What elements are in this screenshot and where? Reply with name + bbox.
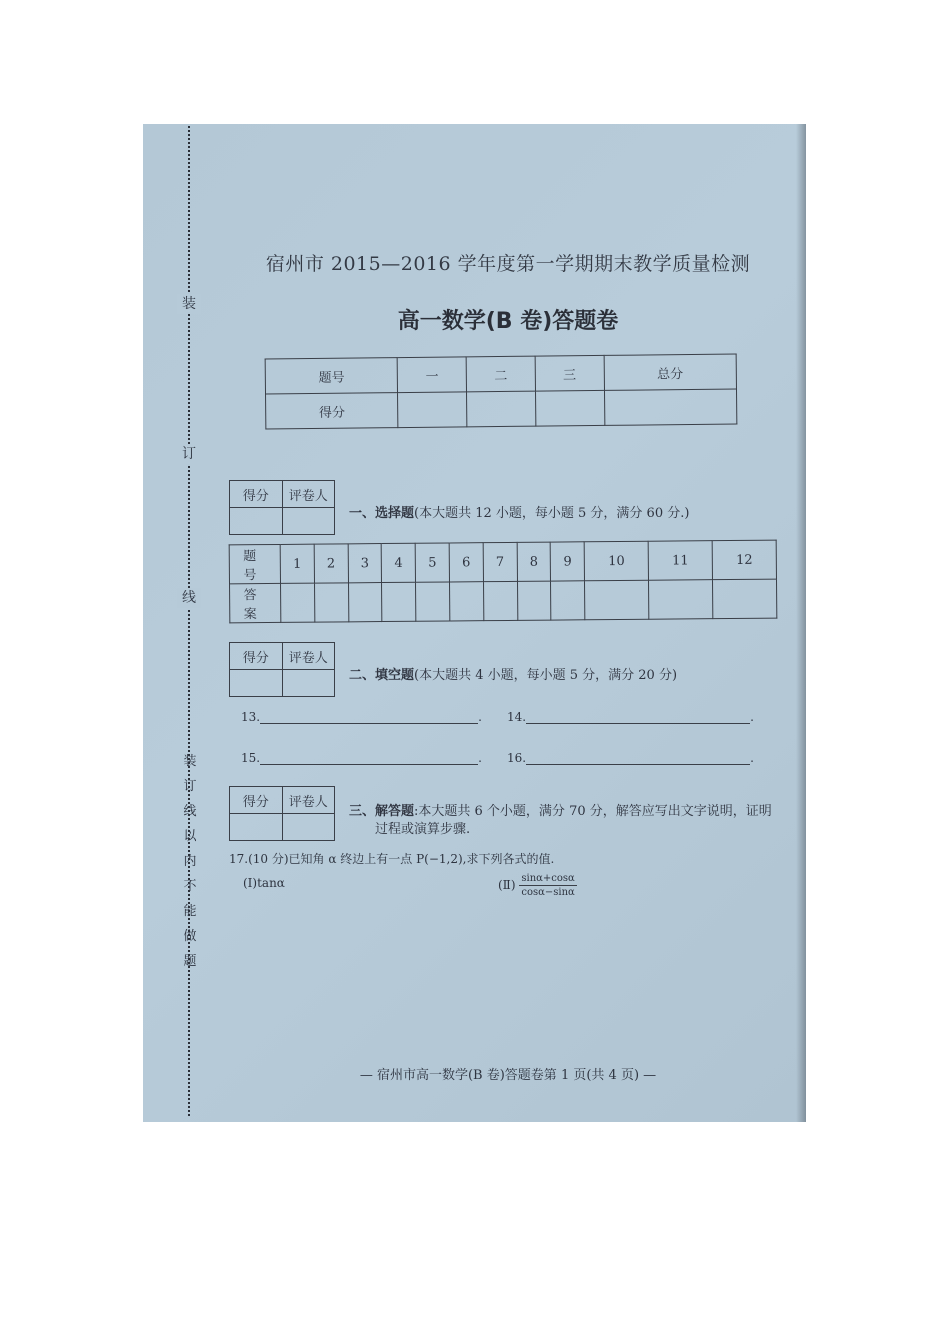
score-table-header: 题号 — [265, 358, 398, 394]
score-cell[interactable] — [398, 392, 467, 428]
question-number: 8 — [517, 542, 551, 581]
blank-line[interactable] — [526, 752, 750, 765]
grader-box-section3 — [229, 786, 335, 841]
blank-line[interactable] — [260, 752, 478, 765]
warning-char: 订 — [183, 779, 197, 794]
blank-line[interactable] — [260, 711, 478, 724]
grader-name-label: 评卷人 — [282, 643, 335, 670]
warning-char: 能 — [183, 904, 197, 919]
grader-name-label: 评卷人 — [282, 787, 335, 814]
question17-part1: (Ⅰ)tanα — [243, 876, 285, 890]
question-number: 1 — [280, 544, 314, 583]
warning-char: 装 — [183, 754, 197, 769]
blank-16[interactable]: 16. . — [507, 751, 754, 765]
grader-score-label: 得分 — [230, 481, 283, 508]
answer-cell[interactable] — [551, 581, 585, 620]
answer-cell[interactable] — [281, 583, 315, 622]
blank-number: 13. — [241, 710, 261, 724]
warning-char: 线 — [183, 804, 197, 819]
grader-name-label: 评卷人 — [282, 481, 335, 508]
grader-name-cell[interactable] — [282, 508, 335, 535]
score-cell[interactable] — [604, 389, 737, 425]
score-table-header: 二 — [466, 356, 535, 392]
section2-heading — [349, 664, 677, 683]
score-cell[interactable] — [467, 391, 536, 427]
binding-char-xian: 线 — [177, 588, 201, 608]
answer-cell[interactable] — [649, 580, 713, 620]
binding-char-ding: 订 — [177, 444, 201, 464]
overall-score-table — [265, 354, 738, 430]
fraction-numerator: sinα+cosα — [521, 873, 575, 884]
blank-line[interactable] — [526, 711, 750, 724]
answer-cell[interactable] — [585, 580, 649, 620]
answer-cell[interactable] — [483, 581, 517, 620]
grader-score-cell[interactable] — [230, 814, 283, 841]
answer-cell[interactable] — [382, 582, 416, 621]
answer-cell[interactable] — [416, 582, 450, 621]
warning-char: 以 — [183, 829, 197, 844]
section1-title: 一、选择题 — [349, 506, 415, 521]
section1-heading — [349, 502, 689, 521]
score-row-label: 得分 — [266, 393, 399, 429]
question-number: 12 — [712, 540, 776, 580]
question17-part2 — [498, 872, 577, 899]
question-number: 3 — [348, 544, 382, 583]
score-table-header: 三 — [535, 355, 604, 391]
part2-fraction — [519, 872, 576, 899]
warning-char: 做 — [183, 929, 197, 944]
choice-answer-table — [229, 540, 778, 624]
section3-title: 三、解答题 — [349, 804, 415, 819]
score-table-header: 总分 — [604, 354, 737, 390]
question-number: 6 — [449, 543, 483, 582]
blank-number: 14. — [507, 710, 527, 724]
grader-score-label: 得分 — [230, 643, 283, 670]
warning-char: 题 — [183, 954, 197, 969]
answer-cell[interactable] — [348, 583, 382, 622]
blank-14[interactable]: 14. . — [507, 710, 754, 724]
grader-score-cell[interactable] — [230, 670, 283, 697]
answer-cell[interactable] — [712, 579, 776, 619]
page-edge-shadow — [796, 124, 806, 1122]
section3-heading — [349, 800, 772, 819]
question-number: 4 — [382, 543, 416, 582]
blank-13[interactable]: 13. . — [241, 710, 482, 724]
grader-name-cell[interactable] — [282, 814, 335, 841]
binding-char-zhuang: 装 — [177, 294, 201, 314]
answer-table-row-label: 答 案 — [230, 583, 281, 622]
exam-subtitle: 高一数学(B 卷)答题卷 — [397, 309, 619, 334]
section3-desc: :本大题共 6 个小题，满分 70 分，解答应写出文字说明，证明 — [414, 804, 772, 819]
question-number: 11 — [648, 541, 712, 581]
part2-label: (Ⅱ) — [498, 878, 516, 892]
blank-15[interactable]: 15. . — [241, 751, 482, 765]
warning-char: 不 — [183, 879, 197, 894]
grader-box-section2 — [229, 642, 335, 697]
warning-char: 内 — [183, 854, 197, 869]
answer-cell[interactable] — [314, 583, 348, 622]
section2-title: 二、填空题 — [349, 668, 415, 683]
question-number: 5 — [415, 543, 449, 582]
scanned-page — [143, 124, 806, 1122]
question-number: 7 — [483, 542, 517, 581]
grader-score-cell[interactable] — [230, 508, 283, 535]
page-footer: — 宿州市高一数学(B 卷)答题卷第 1 页(共 4 页) — — [359, 1068, 657, 1083]
blank-number: 15. — [241, 751, 261, 765]
question17-stem: 17.(10 分)已知角 α 终边上有一点 P(−1,2),求下列各式的值. — [229, 852, 555, 866]
question-number: 2 — [314, 544, 348, 583]
exam-title: 宿州市 2015—2016 学年度第一学期期末教学质量检测 — [265, 253, 751, 275]
grader-name-cell[interactable] — [282, 670, 335, 697]
section1-desc: (本大题共 12 小题，每小题 5 分，满分 60 分.) — [414, 506, 690, 521]
answer-table-row-label: 题 号 — [229, 544, 280, 583]
grader-box-section1 — [229, 480, 335, 535]
question-number: 10 — [584, 541, 648, 581]
grader-score-label: 得分 — [230, 787, 283, 814]
answer-cell[interactable] — [517, 581, 551, 620]
question-number: 9 — [551, 542, 585, 581]
fraction-denominator: cosα−sinα — [521, 887, 575, 898]
blank-number: 16. — [507, 751, 527, 765]
answer-cell[interactable] — [449, 582, 483, 621]
section2-desc: (本大题共 4 小题，每小题 5 分，满分 20 分) — [414, 668, 678, 683]
score-table-header: 一 — [398, 357, 467, 393]
section3-desc-line2: 过程或演算步骤. — [375, 822, 471, 837]
score-cell[interactable] — [535, 390, 604, 426]
